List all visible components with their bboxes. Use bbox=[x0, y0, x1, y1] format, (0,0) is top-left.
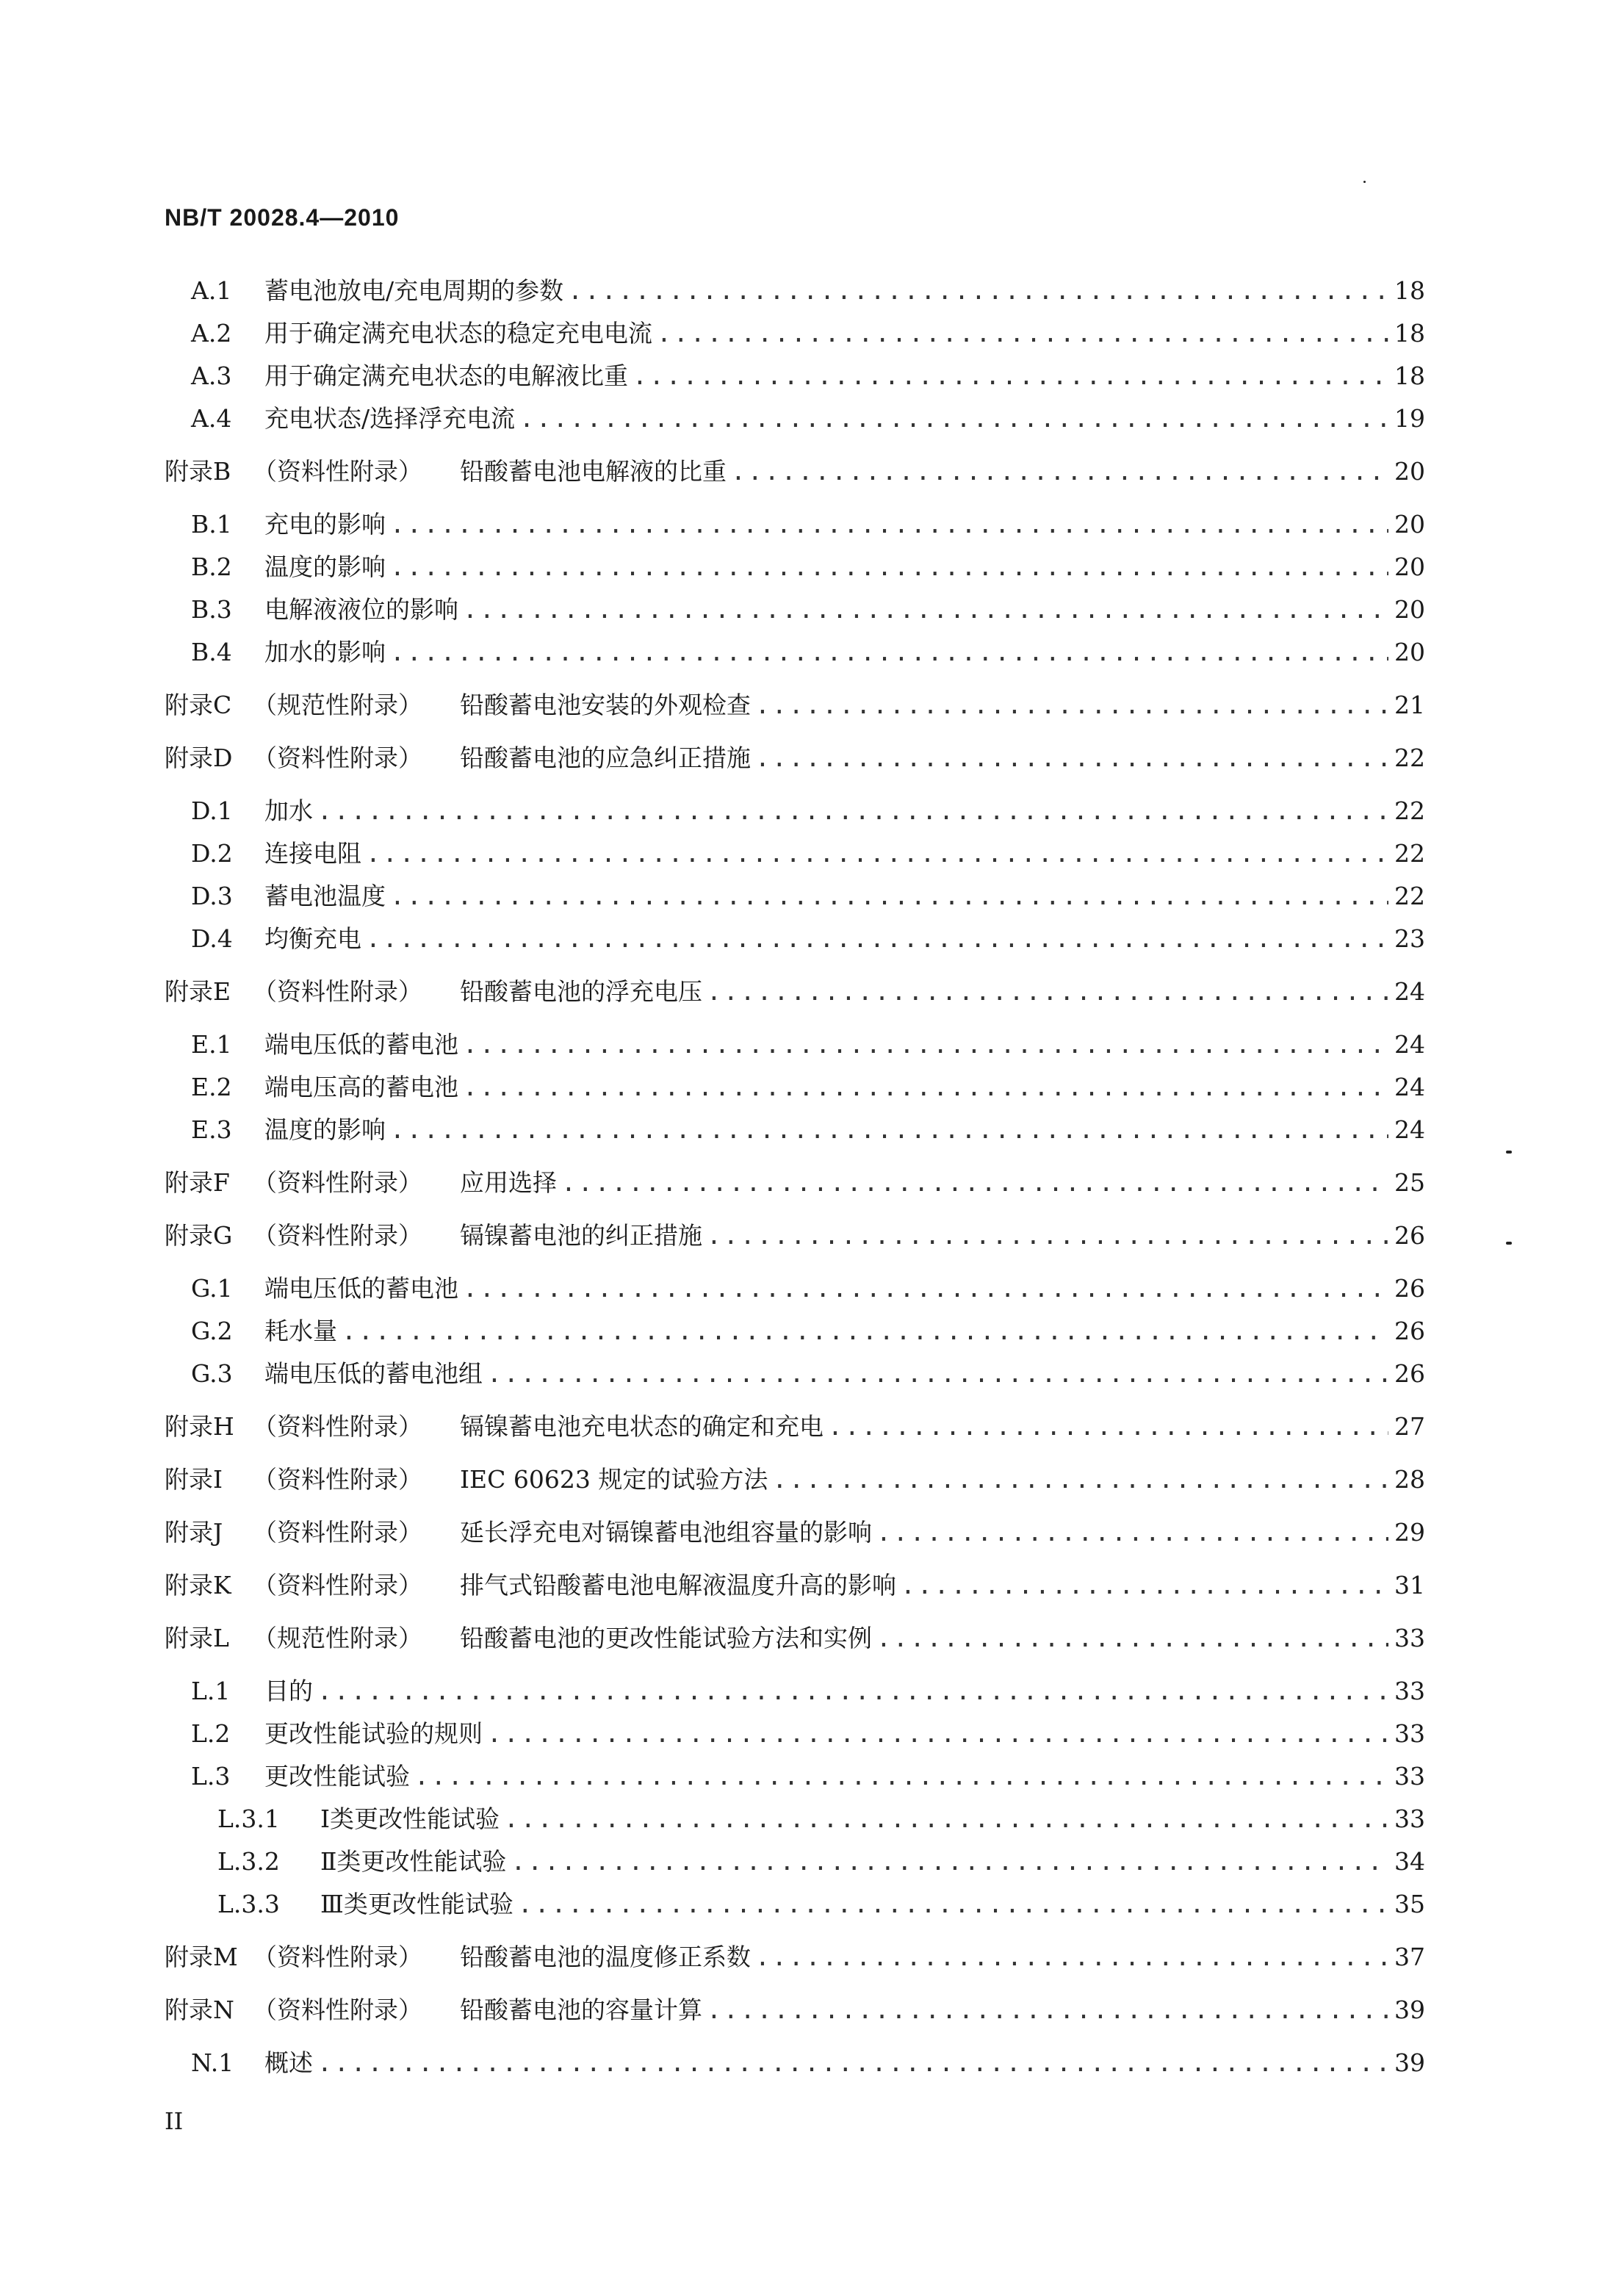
toc-leader bbox=[755, 742, 1388, 774]
toc-leader bbox=[519, 403, 1388, 435]
toc-title: Ⅰ类更改性能试验 bbox=[320, 1804, 500, 1833]
toc-entry-d1[interactable] bbox=[191, 795, 1425, 827]
scan-speck bbox=[1363, 181, 1366, 183]
toc-code: B.2 bbox=[191, 553, 232, 581]
toc-leader bbox=[317, 1675, 1388, 1707]
toc-page: 20 bbox=[1394, 553, 1425, 581]
toc-leader bbox=[755, 689, 1388, 721]
toc-leader bbox=[390, 636, 1388, 669]
document-code-header: NB/T 20028.4—2010 bbox=[165, 204, 400, 231]
toc-entry-appendix-h[interactable] bbox=[165, 1411, 1425, 1443]
toc-leader bbox=[366, 838, 1388, 870]
toc-title: 温度的影响 bbox=[264, 553, 386, 581]
toc-page: 24 bbox=[1394, 977, 1425, 1006]
toc-leader bbox=[463, 1071, 1388, 1104]
toc-title: 蓄电池放电/充电周期的参数 bbox=[264, 276, 564, 305]
toc-entry-b2[interactable] bbox=[191, 551, 1425, 583]
toc-title: 目的 bbox=[264, 1677, 313, 1705]
toc-page: 23 bbox=[1394, 924, 1425, 953]
toc-appendix-type: （资料性附录） bbox=[253, 1571, 422, 1599]
toc-entry-e2[interactable] bbox=[191, 1071, 1425, 1104]
toc-code: 附录G bbox=[165, 1221, 233, 1250]
toc-page: 18 bbox=[1394, 319, 1425, 348]
toc-code: D.2 bbox=[191, 839, 233, 868]
toc-page: 33 bbox=[1394, 1677, 1425, 1705]
toc-title: 更改性能试验的规则 bbox=[264, 1719, 483, 1748]
toc-code: 附录J bbox=[165, 1518, 223, 1547]
toc-code: E.3 bbox=[191, 1115, 232, 1144]
scan-speck bbox=[1506, 1151, 1512, 1154]
toc-title: 电解液液位的影响 bbox=[264, 595, 458, 624]
toc-page: 26 bbox=[1394, 1317, 1425, 1345]
toc-code: N.1 bbox=[191, 2048, 234, 2077]
toc-leader bbox=[633, 360, 1388, 392]
toc-page: 29 bbox=[1394, 1518, 1425, 1547]
toc-code: 附录M bbox=[165, 1943, 238, 1971]
toc-leader bbox=[707, 976, 1388, 1008]
toc-entry-g1[interactable] bbox=[191, 1273, 1425, 1305]
toc-title: 铅酸蓄电池电解液的比重 bbox=[460, 457, 727, 486]
toc-entry-appendix-m[interactable] bbox=[165, 1941, 1425, 1973]
toc-code: L.2 bbox=[191, 1719, 231, 1748]
toc-code: L.1 bbox=[191, 1677, 231, 1705]
toc-leader bbox=[463, 1273, 1388, 1305]
toc-title: 铅酸蓄电池的容量计算 bbox=[460, 1995, 702, 2024]
toc-leader bbox=[828, 1411, 1388, 1443]
toc-entry-g2[interactable] bbox=[191, 1315, 1425, 1347]
scan-speck bbox=[1506, 1242, 1512, 1245]
toc-leader bbox=[731, 456, 1388, 488]
toc-page: 18 bbox=[1394, 276, 1425, 305]
toc-code: D.4 bbox=[191, 924, 233, 953]
toc-title: 加水 bbox=[264, 796, 313, 825]
toc-entry-l33[interactable] bbox=[217, 1888, 1425, 1921]
toc-leader bbox=[876, 1622, 1388, 1655]
toc-page: 24 bbox=[1394, 1030, 1425, 1059]
toc-code: 附录L bbox=[165, 1624, 229, 1652]
toc-entry-b1[interactable] bbox=[191, 508, 1425, 541]
toc-leader bbox=[414, 1760, 1388, 1793]
toc-title: 连接电阻 bbox=[264, 839, 361, 868]
toc-entry-appendix-d[interactable] bbox=[165, 742, 1425, 774]
toc-appendix-type: （资料性附录） bbox=[253, 1221, 422, 1250]
toc-title: 镉镍蓄电池充电状态的确定和充电 bbox=[460, 1412, 824, 1441]
toc-page: 35 bbox=[1394, 1890, 1425, 1918]
toc-appendix-type: （资料性附录） bbox=[253, 1412, 422, 1441]
toc-code: A.4 bbox=[191, 404, 232, 433]
toc-title: 用于确定满充电状态的稳定充电电流 bbox=[264, 319, 652, 348]
toc-code: 附录B bbox=[165, 457, 231, 486]
toc-leader bbox=[463, 594, 1388, 626]
toc-entry-d4[interactable] bbox=[191, 923, 1425, 955]
toc-title: 端电压低的蓄电池 bbox=[264, 1274, 458, 1303]
toc-code: A.2 bbox=[191, 319, 232, 348]
toc-title: 概述 bbox=[264, 2048, 313, 2077]
toc-page: 22 bbox=[1394, 839, 1425, 868]
toc-title: 均衡充电 bbox=[264, 924, 361, 953]
toc-title: 端电压高的蓄电池 bbox=[264, 1073, 458, 1101]
toc-page: 25 bbox=[1394, 1168, 1425, 1197]
toc-title: 铅酸蓄电池安装的外观检查 bbox=[460, 691, 751, 719]
toc-entry-b4[interactable] bbox=[191, 636, 1425, 669]
toc-entry-appendix-f[interactable] bbox=[165, 1167, 1425, 1199]
toc-entry-appendix-i[interactable] bbox=[165, 1464, 1425, 1496]
toc-leader bbox=[707, 1994, 1388, 2026]
toc-leader bbox=[755, 1941, 1388, 1973]
toc-entry-l1[interactable] bbox=[191, 1675, 1425, 1707]
toc-entry-n1[interactable] bbox=[191, 2047, 1425, 2079]
page-number-footer: II bbox=[165, 2107, 184, 2135]
toc-leader bbox=[390, 1114, 1388, 1146]
toc-code: 附录C bbox=[165, 691, 232, 719]
toc-code: A.1 bbox=[191, 276, 232, 305]
toc-entry-a3[interactable] bbox=[191, 360, 1425, 392]
toc-entry-e3[interactable] bbox=[191, 1114, 1425, 1146]
toc-code: E.2 bbox=[191, 1073, 232, 1101]
toc-entry-appendix-e[interactable] bbox=[165, 976, 1425, 1008]
toc-code: L.3 bbox=[191, 1762, 231, 1791]
toc-page: 33 bbox=[1394, 1624, 1425, 1652]
toc-leader bbox=[511, 1846, 1388, 1878]
toc-entry-appendix-k[interactable] bbox=[165, 1569, 1425, 1602]
toc-entry-appendix-j[interactable] bbox=[165, 1516, 1425, 1549]
toc-code: B.4 bbox=[191, 638, 232, 666]
toc-entry-l2[interactable] bbox=[191, 1718, 1425, 1750]
toc-code: D.3 bbox=[191, 882, 233, 910]
toc-leader bbox=[463, 1029, 1388, 1061]
toc-code: 附录H bbox=[165, 1412, 234, 1441]
toc-page: 39 bbox=[1394, 1995, 1425, 2024]
toc-leader bbox=[876, 1516, 1388, 1549]
toc-title: 铅酸蓄电池的温度修正系数 bbox=[460, 1943, 751, 1971]
toc-leader bbox=[342, 1315, 1388, 1347]
toc-leader bbox=[568, 275, 1388, 307]
toc-title: 充电的影响 bbox=[264, 510, 386, 539]
toc-title: 延长浮充电对镉镍蓄电池组容量的影响 bbox=[460, 1518, 872, 1547]
toc-code: 附录F bbox=[165, 1168, 230, 1197]
toc-entry-appendix-l[interactable] bbox=[165, 1622, 1425, 1655]
toc-leader bbox=[390, 551, 1388, 583]
toc-page: 33 bbox=[1394, 1804, 1425, 1833]
toc-code: B.1 bbox=[191, 510, 232, 539]
toc-page: 26 bbox=[1394, 1221, 1425, 1250]
toc-title: 耗水量 bbox=[264, 1317, 337, 1345]
toc-entry-l31[interactable] bbox=[217, 1803, 1425, 1835]
toc-title: 铅酸蓄电池的浮充电压 bbox=[460, 977, 702, 1006]
toc-entry-d2[interactable] bbox=[191, 838, 1425, 870]
toc-title: 端电压低的蓄电池 bbox=[264, 1030, 458, 1059]
toc-code: G.1 bbox=[191, 1274, 233, 1303]
toc-title: 更改性能试验 bbox=[264, 1762, 410, 1791]
toc-page: 37 bbox=[1394, 1943, 1425, 1971]
toc-page: 31 bbox=[1394, 1571, 1425, 1599]
toc-leader bbox=[518, 1888, 1388, 1921]
toc-entry-appendix-g[interactable] bbox=[165, 1220, 1425, 1252]
toc-appendix-type: （资料性附录） bbox=[253, 1995, 422, 2024]
toc-page: 19 bbox=[1394, 404, 1425, 433]
toc-page: 20 bbox=[1394, 595, 1425, 624]
toc-title: Ⅲ类更改性能试验 bbox=[320, 1890, 513, 1918]
toc-title: 用于确定满充电状态的电解液比重 bbox=[264, 361, 628, 390]
toc-code: D.1 bbox=[191, 796, 233, 825]
toc-entry-a1[interactable] bbox=[191, 275, 1425, 307]
toc-code: A.3 bbox=[191, 361, 232, 390]
toc-page: 24 bbox=[1394, 1073, 1425, 1101]
toc-code: L.3.2 bbox=[217, 1847, 280, 1876]
toc-code: 附录K bbox=[165, 1571, 231, 1599]
toc-page: 26 bbox=[1394, 1274, 1425, 1303]
toc-entry-d3[interactable] bbox=[191, 880, 1425, 913]
toc-appendix-type: （资料性附录） bbox=[253, 1518, 422, 1547]
toc-code: 附录N bbox=[165, 1995, 234, 2024]
toc-title: 端电压低的蓄电池组 bbox=[264, 1359, 483, 1388]
toc-leader bbox=[390, 880, 1388, 913]
toc-title: 排气式铅酸蓄电池电解液温度升高的影响 bbox=[460, 1571, 896, 1599]
toc-entry-appendix-b[interactable] bbox=[165, 456, 1425, 488]
toc-code: G.2 bbox=[191, 1317, 233, 1345]
toc-entry-g3[interactable] bbox=[191, 1358, 1425, 1390]
toc-appendix-type: （资料性附录） bbox=[253, 744, 422, 772]
toc-page: 39 bbox=[1394, 2048, 1425, 2077]
toc-title: IEC 60623 规定的试验方法 bbox=[460, 1465, 768, 1494]
toc-entry-a4[interactable] bbox=[191, 403, 1425, 435]
toc-page: 18 bbox=[1394, 361, 1425, 390]
toc-page: 20 bbox=[1394, 638, 1425, 666]
toc-code: B.3 bbox=[191, 595, 232, 624]
toc-title: 加水的影响 bbox=[264, 638, 386, 666]
toc-page: 33 bbox=[1394, 1719, 1425, 1748]
toc-entry-a2[interactable] bbox=[191, 317, 1425, 350]
toc-title: 充电状态/选择浮充电流 bbox=[264, 404, 516, 433]
toc-appendix-type: （资料性附录） bbox=[253, 977, 422, 1006]
toc-leader bbox=[657, 317, 1388, 350]
toc-page: 21 bbox=[1394, 691, 1425, 719]
toc-leader bbox=[487, 1358, 1388, 1390]
toc-code: L.3.1 bbox=[217, 1804, 280, 1833]
toc-page: 34 bbox=[1394, 1847, 1425, 1876]
toc-page: 24 bbox=[1394, 1115, 1425, 1144]
toc-entry-l32[interactable] bbox=[217, 1846, 1425, 1878]
toc-page: 20 bbox=[1394, 510, 1425, 539]
toc-code: 附录D bbox=[165, 744, 233, 772]
toc-appendix-type: （资料性附录） bbox=[253, 1943, 422, 1971]
toc-appendix-type: （规范性附录） bbox=[253, 1624, 422, 1652]
toc-entry-l3[interactable] bbox=[191, 1760, 1425, 1793]
toc-appendix-type: （资料性附录） bbox=[253, 1465, 422, 1494]
toc-leader bbox=[487, 1718, 1388, 1750]
toc-page: 27 bbox=[1394, 1412, 1425, 1441]
toc-title: 蓄电池温度 bbox=[264, 882, 386, 910]
toc-title: 镉镍蓄电池的纠正措施 bbox=[460, 1221, 702, 1250]
toc-leader bbox=[366, 923, 1388, 955]
toc-entry-b3[interactable] bbox=[191, 594, 1425, 626]
toc-code: L.3.3 bbox=[217, 1890, 280, 1918]
toc-leader bbox=[772, 1464, 1388, 1496]
toc-title: Ⅱ类更改性能试验 bbox=[320, 1847, 507, 1876]
toc-page: 26 bbox=[1394, 1359, 1425, 1388]
toc-page: 28 bbox=[1394, 1465, 1425, 1494]
toc-page: 22 bbox=[1394, 882, 1425, 910]
toc-page: 33 bbox=[1394, 1762, 1425, 1791]
toc-leader bbox=[561, 1167, 1388, 1199]
toc-leader bbox=[504, 1803, 1388, 1835]
toc-page: 20 bbox=[1394, 457, 1425, 486]
toc-leader bbox=[317, 795, 1388, 827]
toc-title: 铅酸蓄电池的更改性能试验方法和实例 bbox=[460, 1624, 872, 1652]
toc-code: 附录E bbox=[165, 977, 231, 1006]
toc-appendix-type: （规范性附录） bbox=[253, 691, 422, 719]
toc-entry-appendix-c[interactable] bbox=[165, 689, 1425, 721]
toc-title: 应用选择 bbox=[460, 1168, 557, 1197]
toc-title: 温度的影响 bbox=[264, 1115, 386, 1144]
toc-code: G.3 bbox=[191, 1359, 233, 1388]
toc-entry-appendix-n[interactable] bbox=[165, 1994, 1425, 2026]
toc-leader bbox=[901, 1569, 1388, 1602]
toc-code: 附录I bbox=[165, 1465, 223, 1494]
toc-code: E.1 bbox=[191, 1030, 232, 1059]
toc-leader bbox=[707, 1220, 1388, 1252]
toc-leader bbox=[390, 508, 1388, 541]
toc-appendix-type: （资料性附录） bbox=[253, 457, 422, 486]
toc-page: 22 bbox=[1394, 796, 1425, 825]
toc-appendix-type: （资料性附录） bbox=[253, 1168, 422, 1197]
toc-leader bbox=[317, 2047, 1388, 2079]
toc-page: 22 bbox=[1394, 744, 1425, 772]
toc-title: 铅酸蓄电池的应急纠正措施 bbox=[460, 744, 751, 772]
toc-entry-e1[interactable] bbox=[191, 1029, 1425, 1061]
